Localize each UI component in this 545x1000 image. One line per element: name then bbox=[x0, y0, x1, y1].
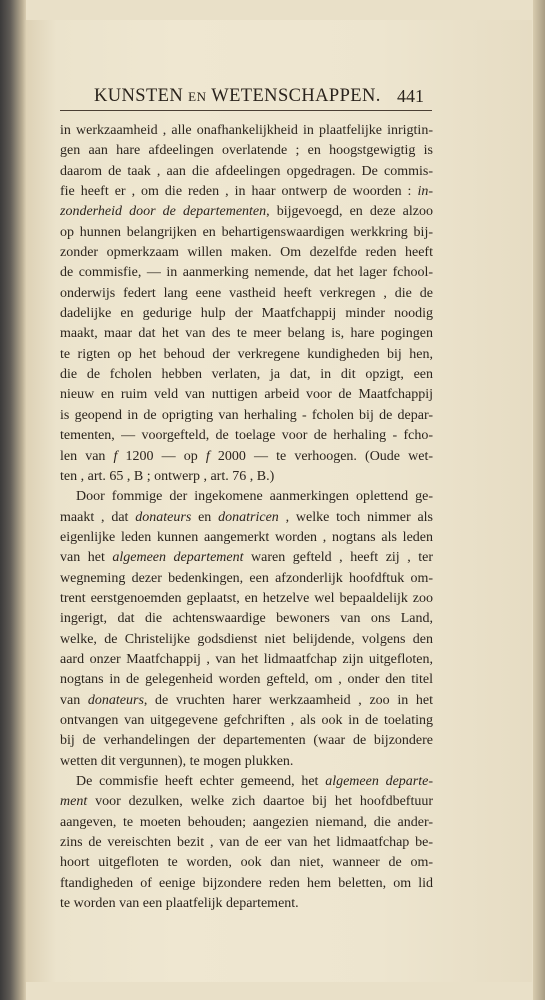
text-line bbox=[60, 447, 433, 467]
italic-text: algemeen departement bbox=[112, 550, 244, 566]
text-segment: ftandigheden of eenige bijzondere reden hem beletten, om lid bbox=[60, 875, 433, 891]
text-segment: waren gefteld , heeft zij , ter bbox=[243, 550, 433, 566]
text-line bbox=[60, 508, 433, 528]
text-segment: , de vruchten harer werkzaamheid , zoo in het bbox=[143, 692, 433, 708]
text-line bbox=[60, 223, 433, 243]
text-line bbox=[60, 365, 433, 385]
text-line bbox=[60, 202, 433, 222]
text-segment: maakt, maar dat het van des te meer belang is, hare pogingen bbox=[60, 326, 433, 342]
text-segment: te worden van een plaatfelijk departement. bbox=[60, 896, 299, 912]
text-line bbox=[60, 691, 433, 711]
text-line bbox=[60, 385, 433, 405]
text-line bbox=[60, 141, 433, 161]
text-segment: tementen, — voorgefteld, de toelage voor de herhaling - fcho- bbox=[60, 428, 433, 444]
italic-text: f bbox=[113, 448, 118, 464]
text-segment: nieuw en ruim veld van nuttigen arbeid voor de Maatfchappij bbox=[60, 387, 433, 403]
text-line bbox=[60, 670, 433, 690]
page-right-edge bbox=[533, 0, 545, 1000]
text-segment: van het bbox=[60, 550, 113, 566]
text-line bbox=[60, 324, 433, 344]
body-text bbox=[60, 121, 433, 914]
text-line bbox=[60, 569, 433, 589]
header-title-main: KUNSTEN bbox=[94, 86, 184, 106]
text-line bbox=[60, 609, 433, 629]
text-line bbox=[60, 711, 433, 731]
italic-text: donatricen bbox=[218, 509, 279, 525]
text-segment: dadelijke en gedurige hulp der Maatfchappij minder noodig bbox=[60, 306, 433, 322]
text-segment: ten , art. 65 , B ; ontwerp , art. 76 , B.) bbox=[60, 468, 275, 484]
text-line bbox=[60, 813, 433, 833]
italic-text: donateurs bbox=[135, 509, 192, 525]
text-segment: fie heeft er , om die reden , in haar ontwerp de woorden : bbox=[60, 184, 418, 200]
text-segment: zonder opmerkzaam willen maken. Om dezelfde reden heeft bbox=[60, 245, 433, 261]
text-line bbox=[60, 833, 433, 853]
text-segment: gen aan hare afdeelingen overlatende ; en hoogstgewigtig is bbox=[60, 143, 433, 159]
text-line bbox=[60, 121, 433, 141]
italic-text: ment bbox=[60, 794, 88, 810]
text-segment: Door fommige der ingekomene aanmerkingen oplettend ge- bbox=[76, 489, 433, 505]
text-line bbox=[60, 894, 433, 914]
italic-text: f bbox=[205, 448, 210, 464]
text-segment: 1200 — op bbox=[117, 448, 206, 464]
text-segment: bij de verhandelingen der departementen (waar de bijzondere bbox=[60, 733, 433, 749]
text-line bbox=[60, 528, 433, 548]
text-segment: die de fcholen hebben verlaten, ja dat, in dit opzigt, een bbox=[60, 367, 433, 383]
text-segment: aangeven, te moeten behouden; aangezien niemand, die ander- bbox=[60, 814, 433, 830]
text-segment: en bbox=[191, 509, 219, 525]
text-segment: de commisfie, — in aanmerking nemende, dat het lager fchool- bbox=[60, 265, 433, 281]
text-segment: eigenlijke leden kunnen aangemerkt worden , nogtans als leden bbox=[60, 529, 433, 545]
text-line bbox=[60, 284, 433, 304]
text-segment: op hunnen belangrijken en behartigenswaardigen werkkring bij- bbox=[60, 224, 433, 240]
text-line bbox=[60, 650, 433, 670]
header-title-end: WETENSCHAPPEN. bbox=[211, 86, 381, 106]
text-segment: hoort uitgefloten te worden, ook dan niet, wanneer de om- bbox=[60, 855, 433, 871]
running-header bbox=[94, 86, 430, 107]
text-line bbox=[60, 874, 433, 894]
text-segment: wegneming dezer bedenkingen, een afzonderlijk hoofdftuk om- bbox=[60, 570, 433, 586]
text-line bbox=[60, 792, 433, 812]
text-line bbox=[60, 406, 433, 426]
header-rule bbox=[60, 110, 432, 111]
text-segment: De commisfie heeft echter gemeend, het bbox=[76, 774, 326, 789]
text-line bbox=[60, 263, 433, 283]
text-segment: len van bbox=[60, 448, 114, 464]
italic-text: algemeen departe- bbox=[325, 774, 433, 789]
text-segment: ontvangen van uitgegevene gefchriften , als ook in de toelating bbox=[60, 712, 433, 728]
text-segment: nogtans in de gelegenheid worden gefteld, om , onder den titel bbox=[60, 672, 433, 688]
text-segment: 2000 — te verhoogen. (Oude wet- bbox=[209, 448, 433, 464]
text-line bbox=[60, 589, 433, 609]
text-line bbox=[60, 162, 433, 182]
text-line bbox=[60, 772, 433, 792]
text-segment: maakt , dat bbox=[60, 509, 136, 525]
text-line bbox=[60, 487, 433, 507]
text-line bbox=[60, 182, 433, 202]
text-segment: voor dezulken, welke zich daartoe bij het hoofdbeftuur bbox=[87, 794, 433, 810]
text-segment: van bbox=[60, 692, 88, 708]
italic-text: zonderheid door de departementen bbox=[60, 204, 267, 220]
text-line bbox=[60, 467, 433, 487]
italic-text: donateurs bbox=[87, 692, 144, 708]
text-line bbox=[60, 731, 433, 751]
text-segment: is geopend in de oprigting van herhaling - fcholen bij de depar- bbox=[60, 407, 433, 423]
text-segment: wetten dit vergunnen), te mogen plukken. bbox=[60, 753, 294, 769]
text-segment: ingerigt, dat die achtenswaardige bewoners van ons Land, bbox=[60, 611, 433, 627]
text-line bbox=[60, 853, 433, 873]
text-line bbox=[60, 345, 433, 365]
text-segment: onderwijs federt lang eene vastheid heeft verkregen , die de bbox=[60, 285, 433, 301]
text-segment: daarom de taak , aan die afdeelingen opgedragen. De commis- bbox=[60, 163, 433, 179]
page-number: 441 bbox=[397, 86, 424, 106]
text-line bbox=[60, 630, 433, 650]
text-segment: , bijgevoegd, en deze alzoo bbox=[266, 204, 433, 220]
text-segment: welke, de Christelijke godsdienst niet belijdende, volgens den bbox=[60, 631, 433, 647]
italic-text: in- bbox=[417, 184, 433, 200]
text-segment: zins de vereischten bezit , van de eer van het lidmaatfchap be- bbox=[60, 835, 433, 851]
book-binding-edge bbox=[0, 0, 26, 1000]
text-segment: aard onzer Maatfchappij , van het lidmaatfchap zijn uitgefloten, bbox=[60, 651, 433, 667]
text-line bbox=[60, 426, 433, 446]
text-line bbox=[60, 548, 433, 568]
text-line bbox=[60, 304, 433, 324]
header-title-conjunction: EN bbox=[188, 89, 207, 104]
text-line bbox=[60, 243, 433, 263]
text-segment: in werkzaamheid , alle onafhankelijkheid in plaatfelijke inrigtin- bbox=[60, 123, 433, 138]
text-segment: te rigten op het behoud der verkregene kundigheden bij hen, bbox=[60, 346, 433, 362]
text-line bbox=[60, 752, 433, 772]
text-segment: trent eerstgenoemden geplaatst, en hetzelve wel bepaaldelijk zoo bbox=[60, 590, 433, 606]
text-segment: , welke toch nimmer als bbox=[278, 509, 433, 525]
